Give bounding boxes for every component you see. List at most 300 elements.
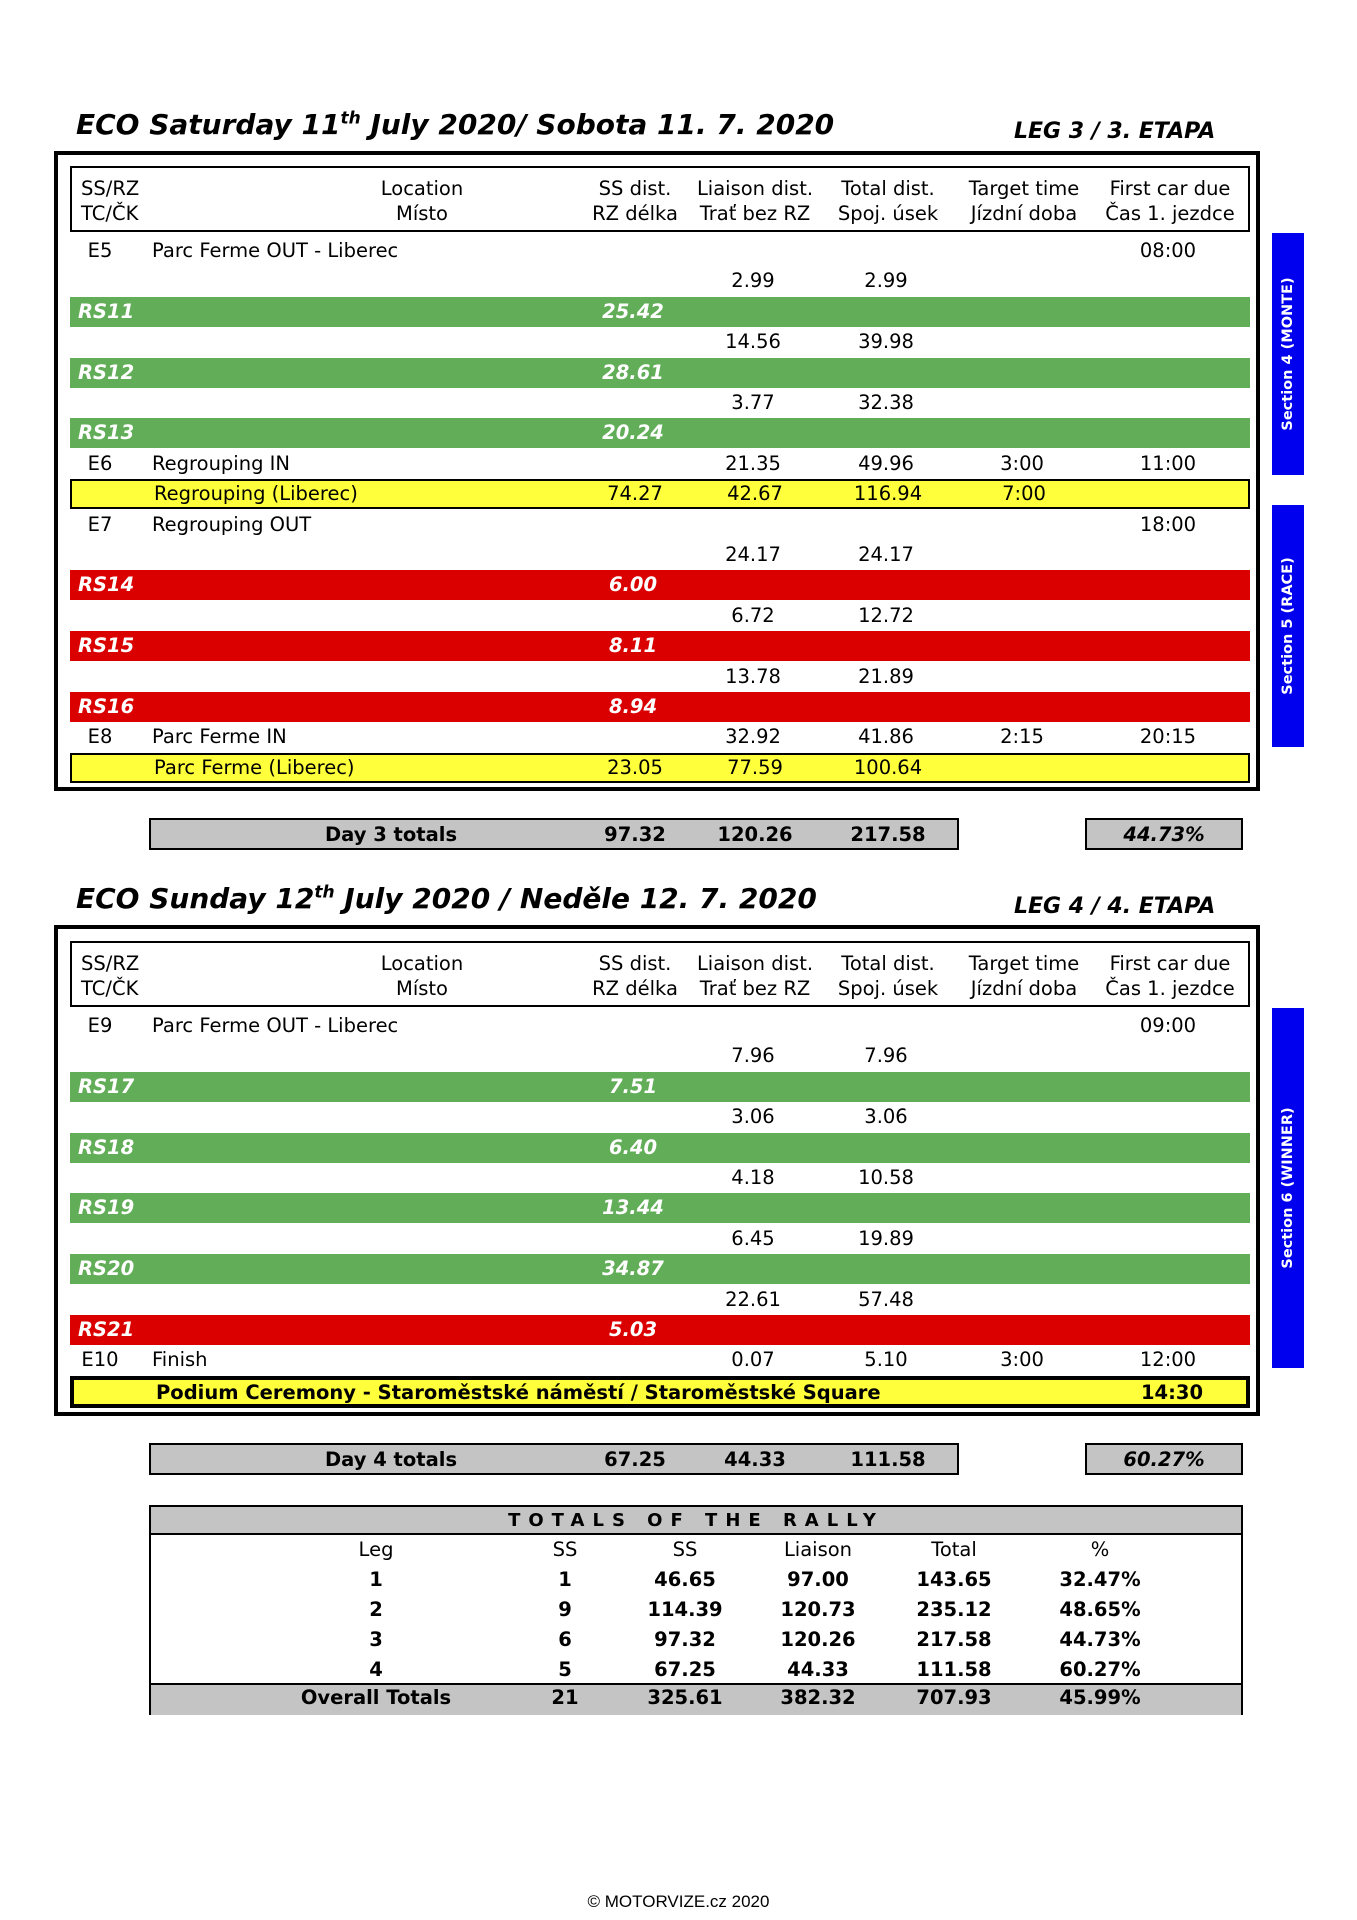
liaison-distance: 13.78 <box>725 664 781 688</box>
rally-totals-header <box>151 1535 1241 1565</box>
target-time: 7:00 <box>1002 482 1046 506</box>
liaison-distance <box>688 297 818 327</box>
col-location-header: Location Místo <box>380 952 464 1000</box>
day4-title: ECO Sunday 12th July 2020 / Neděle 12. 7. 2020 <box>76 882 817 915</box>
target-time: 3:00 <box>1000 451 1044 475</box>
first-car-due <box>1098 388 1238 418</box>
liaison-distance: 14.56 <box>725 330 781 354</box>
col-total-header: Total dist. Spoj. úsek <box>837 952 939 1000</box>
first-car-due <box>1098 1102 1238 1132</box>
stage-id: RS11 <box>78 299 135 323</box>
rally-liaison: 120.26 <box>780 1628 856 1651</box>
target-time <box>957 510 1087 540</box>
col-id-header: SS/RZ TC/ČK <box>81 952 140 1000</box>
stage-row-rs18 <box>70 1133 1250 1163</box>
day3-totals-percent: 44.73% <box>1085 818 1243 850</box>
total-distance <box>822 631 950 661</box>
stage-row-e5 <box>70 236 1250 266</box>
col-ss-header: SS dist. RZ délka <box>592 952 678 1000</box>
total-distance <box>822 570 950 600</box>
first-car-due <box>1098 1072 1238 1102</box>
day4-totals-ss: 67.25 <box>604 1448 666 1471</box>
target-time <box>957 662 1087 692</box>
overall-percent: 45.99% <box>1059 1686 1141 1709</box>
first-car-due <box>1098 1163 1238 1193</box>
first-car-due <box>1098 327 1238 357</box>
target-time <box>957 418 1087 448</box>
col-firstcar-header: First car due Čas 1. jezdce <box>1105 952 1235 1000</box>
rally-ss: 46.65 <box>654 1568 716 1591</box>
total-distance <box>822 692 950 722</box>
stage-id <box>70 601 130 631</box>
stage-row-e6 <box>70 449 1250 479</box>
liaison-row <box>70 601 1250 631</box>
stage-row-rs21 <box>70 1315 1250 1345</box>
liaison-row <box>70 540 1250 570</box>
stage-row-e8 <box>70 722 1250 752</box>
stage-id <box>70 1285 130 1315</box>
rally-total: 235.12 <box>916 1598 992 1621</box>
summary-row <box>70 1376 1250 1408</box>
stage-id <box>70 1041 130 1071</box>
location: Regrouping (Liberec) <box>154 482 358 506</box>
location: Regrouping IN <box>152 451 290 475</box>
liaison-distance <box>688 631 818 661</box>
stage-id: RS13 <box>78 421 135 445</box>
stage-id <box>70 1102 130 1132</box>
rally-leg: 4 <box>369 1658 383 1681</box>
first-car-due <box>1098 1041 1238 1071</box>
section-4-band: Section 4 (MONTE) <box>1272 233 1304 475</box>
target-time <box>961 1378 1091 1408</box>
stage-id: RS21 <box>78 1318 135 1341</box>
first-car-due: 11:00 <box>1139 451 1197 475</box>
total-distance <box>822 1193 950 1223</box>
target-time <box>957 1285 1087 1315</box>
ss-distance: 8.11 <box>608 634 658 658</box>
liaison-distance: 6.45 <box>731 1226 775 1250</box>
target-time <box>957 1193 1087 1223</box>
stage-row-rs12 <box>70 358 1250 388</box>
ss-distance <box>588 1102 678 1132</box>
total-distance <box>822 297 950 327</box>
target-time <box>957 631 1087 661</box>
first-car-due <box>1098 570 1238 600</box>
liaison-row <box>70 1041 1250 1071</box>
ss-distance <box>588 1163 678 1193</box>
rally-percent: 44.73% <box>1059 1628 1141 1651</box>
total-distance: 7.96 <box>864 1044 908 1068</box>
target-time <box>957 266 1087 296</box>
section-5-band: Section 5 (RACE) <box>1272 505 1304 747</box>
target-time <box>957 1072 1087 1102</box>
ss-distance: 25.42 <box>602 299 664 323</box>
rally-col-total: Total <box>931 1538 977 1561</box>
col-total-header: Total dist. Spoj. úsek <box>837 177 939 225</box>
rally-col-ss: SS <box>672 1538 698 1561</box>
total-distance: 2.99 <box>864 269 908 293</box>
target-time <box>957 540 1087 570</box>
stage-id: E10 <box>81 1348 119 1372</box>
stage-id: RS17 <box>78 1074 135 1098</box>
stage-id: E9 <box>87 1014 113 1037</box>
day3-leg: LEG 3 / 3. ETAPA <box>1014 119 1216 144</box>
rally-leg-row <box>151 1625 1241 1655</box>
target-time <box>957 1254 1087 1284</box>
col-target-header: Target time Jízdní doba <box>968 952 1080 1000</box>
rally-leg-row <box>151 1595 1241 1625</box>
total-distance <box>822 1072 950 1102</box>
day3-totals-liaison: 120.26 <box>717 823 793 846</box>
day4-totals <box>149 1443 959 1475</box>
footer-copyright: © MOTORVIZE.cz 2020 <box>587 1892 770 1911</box>
first-car-due <box>1098 297 1238 327</box>
ss-distance <box>588 662 678 692</box>
day4-totals-label: Day 4 totals <box>324 1448 458 1471</box>
col-firstcar-header: First car due Čas 1. jezdce <box>1105 177 1235 225</box>
rally-percent: 60.27% <box>1059 1658 1141 1681</box>
leg4-header <box>70 941 1250 1007</box>
total-distance <box>822 1254 950 1284</box>
liaison-row <box>70 388 1250 418</box>
ss-distance <box>588 327 678 357</box>
liaison-distance: 3.77 <box>731 391 775 414</box>
rally-liaison: 120.73 <box>780 1598 856 1621</box>
stage-row-rs14 <box>70 570 1250 600</box>
stage-id: E5 <box>87 239 113 262</box>
target-time <box>957 1163 1087 1193</box>
location: Parc Ferme (Liberec) <box>154 755 355 779</box>
target-time <box>957 297 1087 327</box>
first-car-due: 12:00 <box>1139 1348 1197 1372</box>
first-car-due: 09:00 <box>1139 1014 1197 1037</box>
stage-row-rs20 <box>70 1254 1250 1284</box>
liaison-distance <box>688 1315 818 1345</box>
ss-distance: 8.94 <box>608 695 658 718</box>
rally-liaison: 44.33 <box>787 1658 849 1681</box>
first-car-due <box>1098 601 1238 631</box>
overall-ss: 325.61 <box>647 1686 723 1709</box>
target-time <box>957 327 1087 357</box>
ss-distance: 6.00 <box>608 573 658 597</box>
liaison-row <box>70 1285 1250 1315</box>
col-id-header: SS/RZ TC/ČK <box>81 177 140 225</box>
total-distance <box>822 1315 950 1345</box>
liaison-distance <box>688 570 818 600</box>
rally-liaison: 97.00 <box>787 1568 849 1591</box>
location: Regrouping OUT <box>152 512 312 536</box>
total-distance: 49.96 <box>858 451 914 475</box>
first-car-due <box>1098 1224 1238 1254</box>
ss-distance: 6.40 <box>608 1135 658 1159</box>
target-time <box>957 570 1087 600</box>
target-time <box>957 358 1087 388</box>
ss-distance: 34.87 <box>602 1257 664 1281</box>
stage-row-e10 <box>70 1345 1250 1375</box>
location: Finish <box>152 1348 208 1372</box>
liaison-distance <box>688 1133 818 1163</box>
rally-ss-count: 9 <box>558 1598 572 1621</box>
target-time <box>957 692 1087 722</box>
target-time: 3:00 <box>1000 1348 1044 1372</box>
ss-distance: 74.27 <box>607 482 663 506</box>
ss-distance <box>588 540 678 570</box>
first-car-due: 20:15 <box>1139 725 1197 749</box>
rally-leg-row <box>151 1565 1241 1595</box>
stage-id <box>72 753 132 783</box>
col-target-header: Target time Jízdní doba <box>968 177 1080 225</box>
ss-distance <box>588 1041 678 1071</box>
first-car-due <box>1098 1315 1238 1345</box>
target-time <box>957 236 1087 266</box>
total-distance <box>822 418 950 448</box>
rally-total: 143.65 <box>916 1568 992 1591</box>
liaison-distance <box>692 1378 822 1408</box>
ss-distance <box>588 1345 678 1375</box>
ss-distance: 13.44 <box>602 1196 664 1220</box>
day3-totals-total: 217.58 <box>850 823 926 846</box>
liaison-distance <box>688 358 818 388</box>
stage-row-rs19 <box>70 1193 1250 1223</box>
location: Parc Ferme OUT - Liberec <box>152 239 399 262</box>
liaison-distance: 24.17 <box>725 543 781 566</box>
first-car-due <box>1098 1133 1238 1163</box>
col-liaison-header: Liaison dist. Trať bez RZ <box>696 952 814 1000</box>
liaison-distance: 77.59 <box>727 755 783 779</box>
ss-distance: 23.05 <box>607 755 663 779</box>
target-time <box>959 753 1089 783</box>
liaison-row <box>70 1163 1250 1193</box>
total-distance: 19.89 <box>858 1226 914 1250</box>
col-ss-header: SS dist. RZ délka <box>592 177 678 225</box>
liaison-distance <box>688 1254 818 1284</box>
ss-distance: 5.03 <box>608 1318 658 1341</box>
stage-id: RS18 <box>78 1135 135 1159</box>
liaison-row <box>70 1224 1250 1254</box>
first-car-due: 18:00 <box>1139 512 1197 536</box>
first-car-due: 14:30 <box>1140 1380 1204 1404</box>
liaison-distance: 4.18 <box>731 1166 775 1189</box>
liaison-row <box>70 327 1250 357</box>
day4-leg: LEG 4 / 4. ETAPA <box>1014 894 1216 919</box>
total-distance: 57.48 <box>858 1287 914 1311</box>
rally-col-leg: Leg <box>358 1538 394 1561</box>
rally-leg: 2 <box>369 1598 383 1621</box>
first-car-due <box>1098 1285 1238 1315</box>
total-distance <box>822 1011 950 1041</box>
liaison-distance <box>688 1193 818 1223</box>
liaison-row <box>70 662 1250 692</box>
ss-distance <box>588 388 678 418</box>
stage-id: RS19 <box>78 1196 135 1220</box>
ss-distance <box>588 722 678 752</box>
target-time <box>957 1315 1087 1345</box>
overall-total: 707.93 <box>916 1686 992 1709</box>
ss-distance: 28.61 <box>602 360 664 384</box>
stage-id <box>74 1378 134 1408</box>
target-time <box>957 1041 1087 1071</box>
stage-id <box>70 1224 130 1254</box>
col-location-header: Location Místo <box>380 177 464 225</box>
ss-distance <box>588 510 678 540</box>
target-time <box>957 388 1087 418</box>
first-car-due <box>1098 662 1238 692</box>
total-distance: 100.64 <box>853 755 923 779</box>
liaison-distance: 42.67 <box>727 482 783 506</box>
rally-percent: 48.65% <box>1059 1598 1141 1621</box>
first-car-due <box>1098 631 1238 661</box>
liaison-distance <box>688 1011 818 1041</box>
total-distance: 5.10 <box>864 1348 908 1372</box>
liaison-distance: 0.07 <box>731 1348 775 1372</box>
ss-distance <box>588 601 678 631</box>
ss-distance <box>592 1378 682 1408</box>
day3-totals-ss: 97.32 <box>604 823 666 846</box>
rally-leg-row <box>151 1655 1241 1685</box>
first-car-due <box>1098 692 1238 722</box>
day4-totals-total: 111.58 <box>850 1448 926 1471</box>
section-6-band: Section 6 (WINNER) <box>1272 1008 1304 1368</box>
liaison-distance <box>688 510 818 540</box>
stage-id <box>70 266 130 296</box>
first-car-due <box>1098 540 1238 570</box>
rally-totals-title: TOTALS OF THE RALLY <box>151 1507 1241 1535</box>
day4-totals-liaison: 44.33 <box>724 1448 786 1471</box>
day4-totals-percent: 60.27% <box>1085 1443 1243 1475</box>
day3-totals <box>149 818 959 850</box>
stage-id <box>70 388 130 418</box>
first-car-due <box>1100 753 1240 783</box>
stage-id <box>70 1163 130 1193</box>
stage-row-rs11 <box>70 297 1250 327</box>
summary-row <box>70 753 1250 783</box>
rally-overall-row <box>151 1683 1241 1715</box>
leg3-header <box>70 166 1250 232</box>
total-distance: 21.89 <box>858 664 914 688</box>
col-liaison-header: Liaison dist. Trať bez RZ <box>696 177 814 225</box>
stage-row-e7 <box>70 510 1250 540</box>
overall-liaison: 382.32 <box>780 1686 856 1709</box>
rally-ss-count: 6 <box>558 1628 572 1651</box>
liaison-row <box>70 1102 1250 1132</box>
rally-total: 217.58 <box>916 1628 992 1651</box>
ss-distance: 7.51 <box>608 1074 658 1098</box>
liaison-distance: 32.92 <box>725 725 781 749</box>
ss-distance <box>588 1224 678 1254</box>
stage-id: RS20 <box>78 1257 135 1281</box>
total-distance: 24.17 <box>858 543 914 566</box>
stage-id <box>70 327 130 357</box>
stage-row-rs13 <box>70 418 1250 448</box>
first-car-due <box>1098 1254 1238 1284</box>
total-distance <box>826 1378 954 1408</box>
stage-id: RS16 <box>78 695 135 718</box>
rally-col-percent: % <box>1090 1538 1110 1561</box>
liaison-distance: 2.99 <box>731 269 775 293</box>
liaison-distance <box>688 692 818 722</box>
stage-id <box>70 662 130 692</box>
target-time <box>957 1133 1087 1163</box>
ss-distance <box>588 266 678 296</box>
location: Parc Ferme OUT - Liberec <box>152 1014 399 1037</box>
first-car-due: 08:00 <box>1139 239 1197 262</box>
total-distance: 10.58 <box>858 1166 914 1189</box>
liaison-distance: 7.96 <box>731 1044 775 1068</box>
stage-row-rs15 <box>70 631 1250 661</box>
liaison-distance: 6.72 <box>731 603 775 627</box>
first-car-due <box>1098 266 1238 296</box>
rally-ss: 97.32 <box>654 1628 716 1651</box>
stage-id <box>72 479 132 509</box>
total-distance: 12.72 <box>858 603 914 627</box>
liaison-distance: 21.35 <box>725 451 781 475</box>
rally-col-liaison: Liaison <box>783 1538 853 1561</box>
first-car-due <box>1100 479 1240 509</box>
total-distance: 3.06 <box>864 1105 908 1129</box>
target-time <box>957 1224 1087 1254</box>
ss-distance <box>588 1011 678 1041</box>
total-distance: 41.86 <box>858 725 914 749</box>
rally-ss-count: 1 <box>558 1568 572 1591</box>
total-distance <box>822 510 950 540</box>
first-car-due <box>1098 358 1238 388</box>
total-distance: 39.98 <box>858 330 914 354</box>
total-distance <box>822 236 950 266</box>
stage-id: E7 <box>87 512 113 536</box>
location: Podium Ceremony - Staroměstské náměstí / Staroměstské Square <box>156 1380 881 1404</box>
day3-title: ECO Saturday 11th July 2020/ Sobota 11. 7. 2020 <box>76 108 835 141</box>
total-distance: 32.38 <box>858 391 914 414</box>
liaison-distance <box>688 236 818 266</box>
ss-distance <box>588 236 678 266</box>
day3-totals-label: Day 3 totals <box>324 823 458 846</box>
location: Parc Ferme IN <box>152 725 287 749</box>
rally-percent: 32.47% <box>1059 1568 1141 1591</box>
target-time: 2:15 <box>1000 725 1044 749</box>
overall-ss-count: 21 <box>551 1686 579 1709</box>
stage-id: E8 <box>87 725 113 749</box>
stage-row-rs17 <box>70 1072 1250 1102</box>
liaison-distance: 3.06 <box>731 1105 775 1129</box>
target-time <box>957 1102 1087 1132</box>
total-distance: 116.94 <box>853 482 923 506</box>
first-car-due <box>1098 1193 1238 1223</box>
stage-row-e9 <box>70 1011 1250 1041</box>
liaison-distance <box>688 418 818 448</box>
stage-id: RS14 <box>78 573 135 597</box>
rally-totals-table <box>149 1505 1243 1715</box>
target-time <box>957 1011 1087 1041</box>
stage-id <box>70 540 130 570</box>
rally-leg: 1 <box>369 1568 383 1591</box>
liaison-distance: 22.61 <box>725 1287 781 1311</box>
ss-distance: 20.24 <box>602 421 664 445</box>
stage-id: RS12 <box>78 360 135 384</box>
rally-leg: 3 <box>369 1628 383 1651</box>
rally-col-ss-count: SS <box>552 1538 578 1561</box>
rally-ss: 67.25 <box>654 1658 716 1681</box>
first-car-due <box>1098 418 1238 448</box>
stage-row-rs16 <box>70 692 1250 722</box>
target-time <box>957 601 1087 631</box>
overall-label: Overall Totals <box>300 1686 452 1709</box>
ss-distance <box>588 449 678 479</box>
stage-id: E6 <box>87 451 113 475</box>
liaison-distance <box>688 1072 818 1102</box>
liaison-row <box>70 266 1250 296</box>
total-distance <box>822 358 950 388</box>
rally-ss: 114.39 <box>647 1598 723 1621</box>
